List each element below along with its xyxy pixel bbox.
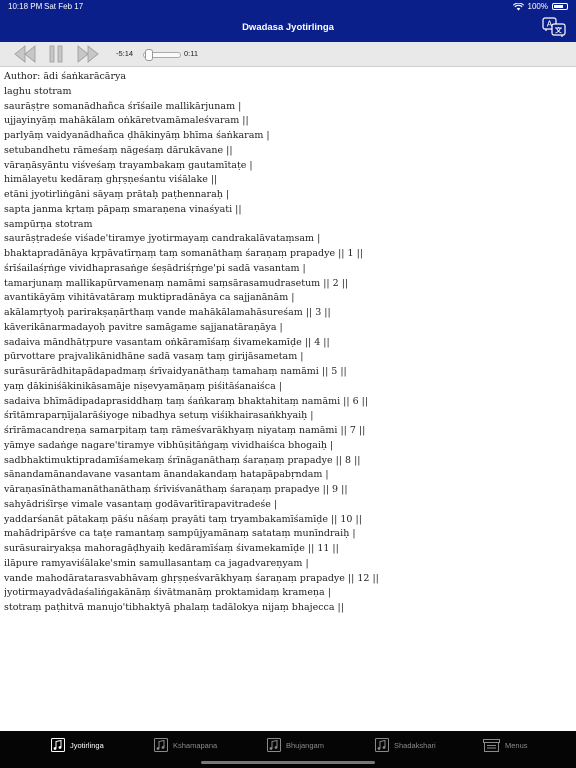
lyric-line: tamarjunaṃ mallikapūrvamenaṃ namāmi saṃsārasamudrasetum || 2 || (4, 277, 349, 289)
rewind-icon[interactable] (13, 44, 37, 64)
forward-icon[interactable] (76, 44, 100, 64)
lyric-line: sapta janma kṛtaṃ pāpaṃ smaraṇena vinaśyati || (4, 203, 242, 215)
tab-kshamapana[interactable] (154, 731, 217, 759)
music-note-icon (375, 738, 389, 752)
tab-label: Shadakshari (394, 740, 436, 750)
pause-icon[interactable] (48, 44, 64, 64)
lyric-line: śrīrāmacandreṇa samarpitaṃ taṃ rāmeśvarākhyaṃ niyataṃ namāmi || 7 || (4, 425, 366, 436)
wifi-icon (513, 3, 524, 11)
tab-bhujangam[interactable] (267, 731, 324, 759)
lyric-line: sadbhaktimuktipradamīśamekaṃ śrīnāganāthaṃ śaraṇaṃ prapadye || 8 || (4, 454, 361, 466)
page-title: Dwadasa Jyotirlinga (242, 22, 334, 33)
lyric-line: ujjayinyāṃ mahākālam oṅkāretvamāmaleśvaram || (4, 115, 249, 127)
lyric-line: surāsurairyakṣa mahoragāḍhyaiḥ kedāramīśaṃ śivamekamīḍe || 11 || (4, 543, 339, 554)
lyric-line: vāraṇāsyāntu viśveśaṃ trayambakaṃ gautamītaṭe | (4, 159, 253, 171)
lyric-line: laghu stotram (4, 85, 72, 97)
lyric-line: sānandamānandavane vasantam ānandakandaṃ hatapāpabṛndam | (4, 469, 329, 481)
menu-tray-icon (483, 739, 500, 752)
lyric-line: sadaiva māndhātṛpure vasantam oṅkāramīśaṃ śivamekamīḍe || 4 || (4, 336, 330, 348)
lyric-line: akālamṛtyoḥ parirakṣaṇārthaṃ vande mahākālamahāsureśam || 3 || (4, 307, 331, 318)
tab-label: Bhujangam (286, 740, 324, 750)
lyric-line: śrīśailaśṛṅge vividhaprasaṅge śeṣādriśṛṅge'pi sadā vasantam | (4, 262, 306, 274)
battery-icon (552, 3, 568, 10)
lyric-line: stotraṃ paṭhitvā manujo'tibhaktyā phalaṃ tadālokya nijaṃ bhajecca || (4, 602, 344, 613)
tab-shadakshari[interactable] (375, 731, 436, 759)
slider-thumb[interactable] (145, 49, 153, 61)
status-date: Sat Feb 17 (44, 2, 84, 11)
lyric-line: surāsurārādhitapādapadmaṃ śrīvaidyanāthaṃ tamahaṃ namāmi || 5 || (4, 366, 347, 377)
lyric-line: saurāṣṭre somanādhañca śrīśaile mallikārjunam | (4, 100, 242, 112)
remaining-time: 0:11 (184, 49, 199, 58)
lyric-line: mahādripārśve ca taṭe ramantaṃ sampūjyamānaṃ satataṃ munīndraiḥ | (4, 528, 356, 540)
music-note-icon (154, 738, 168, 752)
lyric-line: yaddarśanāt pātakaṃ pāśu nāśaṃ prayāti taṃ tryambakamīśamīḍe || 10 || (4, 513, 362, 525)
lyrics-content (4, 70, 569, 616)
lyric-line: kāverikānarmadayoḥ pavitre samāgame sajjanatāraṇāya | (4, 321, 283, 333)
tab-label: Jyotirlinga (70, 740, 104, 750)
lyric-line: vāraṇasīnāthamanāthanāthaṃ śrīviśvanāthaṃ śaraṇaṃ prapadye || 9 || (4, 484, 348, 495)
lyric-line: vande mahodāratarasvabhāvaṃ ghṛṣṇeśvarākhyaṃ śaraṇaṃ prapadye || 12 || (4, 572, 379, 584)
tab-jyotirlinga[interactable] (51, 731, 104, 759)
battery-percent: 100% (527, 2, 548, 11)
status-right (513, 2, 568, 11)
lyric-line: jyotirmayadvādaśaliṅgakānāṃ śivātmanāṃ proktamidaṃ krameṇa | (4, 587, 331, 599)
audio-player (0, 42, 576, 67)
nav-bar (0, 14, 576, 42)
lyric-line: etāni jyotirliṅgāni sāyaṃ prātaḥ paṭhennaraḥ | (4, 189, 230, 200)
lyric-line: avantikāyāṃ vihitāvatāraṃ muktipradānāya ca sajjanānām | (4, 292, 295, 304)
lyric-line: setubandhetu rāmeśaṃ nāgeśaṃ dārukāvane || (4, 144, 233, 156)
lyric-line: pūrvottare prajvalikānidhāne sadā vasaṃ taṃ girijāsametam | (4, 351, 304, 363)
music-note-icon (51, 738, 65, 752)
lyric-line: śrītāmraparṇījalarāśiyoge nibadhya setuṃ viśikhairasaṅkhyaiḥ | (4, 410, 314, 422)
tab-label: Kshamapana (173, 740, 218, 750)
lyric-line: yāmye sadaṅge nagare'tiramye vibhūṣitāṅgaṃ vividhaiśca bhogaiḥ | (4, 439, 334, 451)
lyric-line: Author: ādi śaṅkarācārya (4, 71, 127, 82)
lyric-line: sadaiva bhīmādipadaprasiddhaṃ taṃ śaṅkaraṃ bhaktahitaṃ namāmi || 6 || (4, 395, 369, 407)
tab-label: Menus (505, 740, 528, 750)
lyric-line: parlyāṃ vaidyanādhañca ḍhākinyāṃ bhīma śaṅkaram | (4, 130, 270, 141)
lyric-line: ilāpure ramyaviśālake'smin samullasantaṃ ca jagadvareṇyam | (4, 557, 309, 569)
lyric-line: saurāṣṭradeśe viśade'tiramye jyotirmayaṃ candrakalāvataṃsam | (4, 233, 321, 245)
svg-text:A: A (546, 19, 553, 29)
home-indicator (201, 761, 375, 764)
translate-icon[interactable] (542, 17, 566, 37)
lyric-line: himālayetu kedāraṃ ghṛṣṇeśantu viśālake || (4, 174, 218, 186)
status-bar (0, 0, 576, 14)
lyric-line: sampūrṇa stotram (4, 218, 93, 230)
lyric-line: yaṃ ḍākiniśākinikāsamāje niṣevyamāṇaṃ piśitāśanaiśca | (4, 380, 282, 392)
status-time: 10:18 PM (8, 2, 43, 11)
elapsed-time: -5:14 (116, 49, 134, 58)
lyric-line: sahyādriśīrṣe vimale vasantaṃ godāvarītīrapavitradeśe | (4, 498, 278, 510)
tab-menus[interactable] (483, 731, 528, 759)
lyric-line: bhaktapradānāya kṛpāvatīrṇaṃ taṃ somanāthaṃ śaraṇaṃ prapadye || 1 || (4, 248, 363, 259)
music-note-icon (267, 738, 281, 752)
